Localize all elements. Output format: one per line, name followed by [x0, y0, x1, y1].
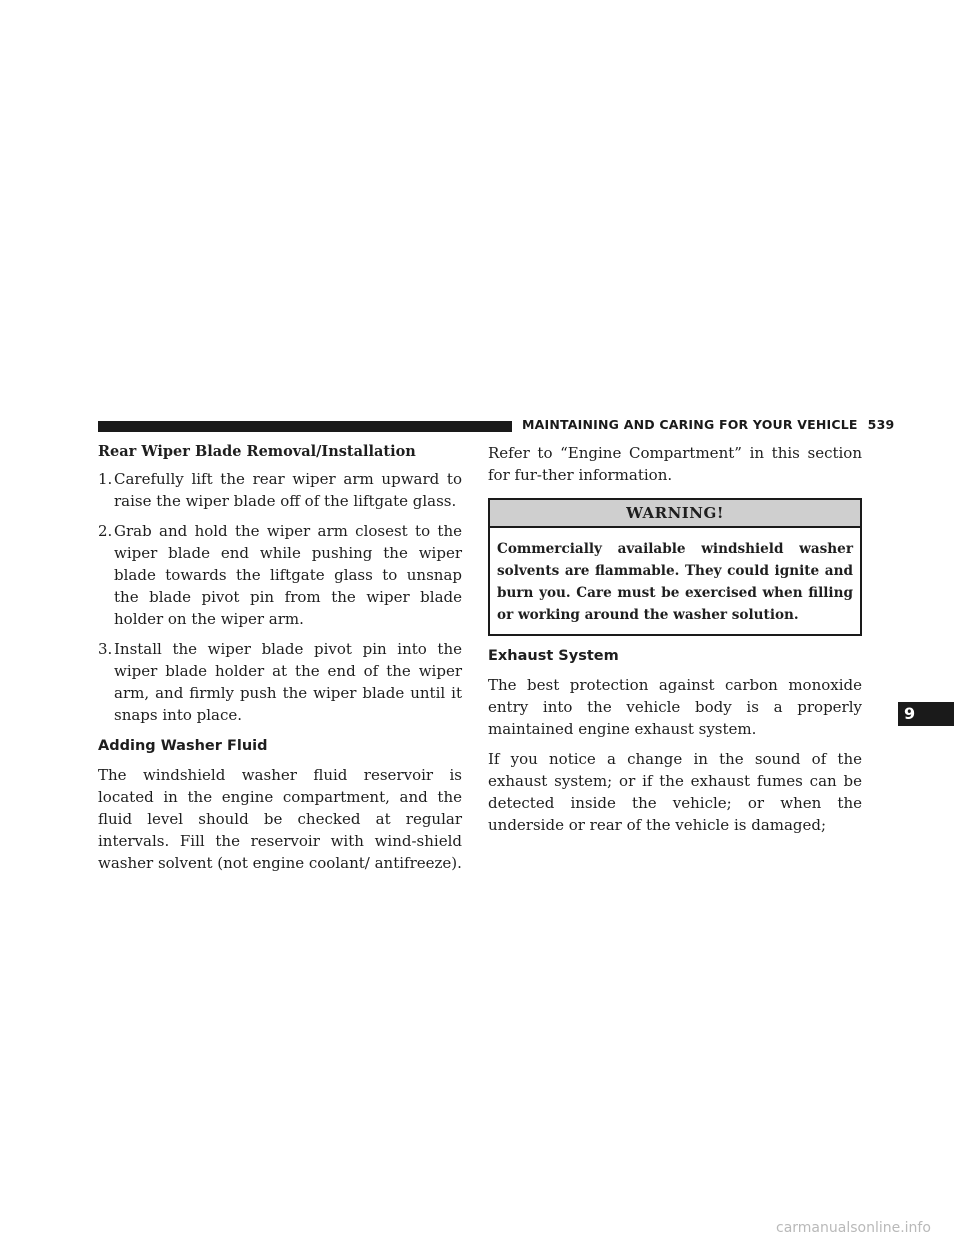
running-header — [522, 417, 894, 432]
chapter-title: MAINTAINING AND CARING FOR YOUR VEHICLE — [522, 417, 858, 432]
heading-exhaust-system: Exhaust System — [488, 648, 619, 664]
paragraph-refer: Refer to “Engine Compartment” in this section for fur-ther information. — [488, 444, 862, 484]
step-item — [98, 520, 462, 630]
step-item — [98, 638, 462, 726]
header-rule — [98, 421, 512, 432]
left-column — [98, 442, 462, 882]
watermark: carmanualsonline.info — [776, 1220, 931, 1236]
warning-box — [488, 498, 862, 636]
right-column — [488, 442, 862, 844]
step-text: Grab and hold the wiper arm closest to the wiper blade end while pushing the wiper blade towards the liftgate glass to unsnap the blade pivot pin from the wiper blade holder on the wiper arm. — [114, 522, 462, 628]
paragraph-exhaust-1: The best protection against carbon monoxide entry into the vehicle body is a properly maintained engine exhaust system. — [488, 676, 862, 738]
subheading-rear-wiper: Rear Wiper Blade Removal/Installation — [98, 443, 416, 460]
step-number: 1. — [98, 470, 113, 488]
paragraph-exhaust-2: If you notice a change in the sound of the exhaust system; or if the exhaust fumes can be detected inside the vehicle; or when the underside or rear of the vehicle is damaged; — [488, 750, 862, 834]
step-number: 2. — [98, 522, 113, 540]
warning-title: WARNING! — [490, 500, 860, 528]
step-number: 3. — [98, 640, 113, 658]
paragraph-washer-fluid: The windshield washer fluid reservoir is located in the engine compartment, and the fluid level should be checked at regular intervals. Fill the reservoir with wind-shield washer solvent (not engine coolant/ antifreeze). — [98, 766, 462, 872]
heading-adding-washer-fluid: Adding Washer Fluid — [98, 738, 268, 754]
step-text: Carefully lift the rear wiper arm upward to raise the wiper blade off of the liftgate glass. — [114, 470, 462, 510]
chapter-number: 9 — [904, 704, 916, 723]
step-text: Install the wiper blade pivot pin into the wiper blade holder at the end of the wiper arm, and firmly push the wiper blade until it snaps into place. — [114, 640, 462, 724]
page-number: 539 — [867, 417, 895, 432]
step-item — [98, 468, 462, 512]
warning-text: Commercially available windshield washer solvents are flammable. They could ignite and burn you. Care must be exercised when filling or working around the washer solution. — [497, 541, 853, 623]
chapter-tab — [898, 702, 954, 726]
